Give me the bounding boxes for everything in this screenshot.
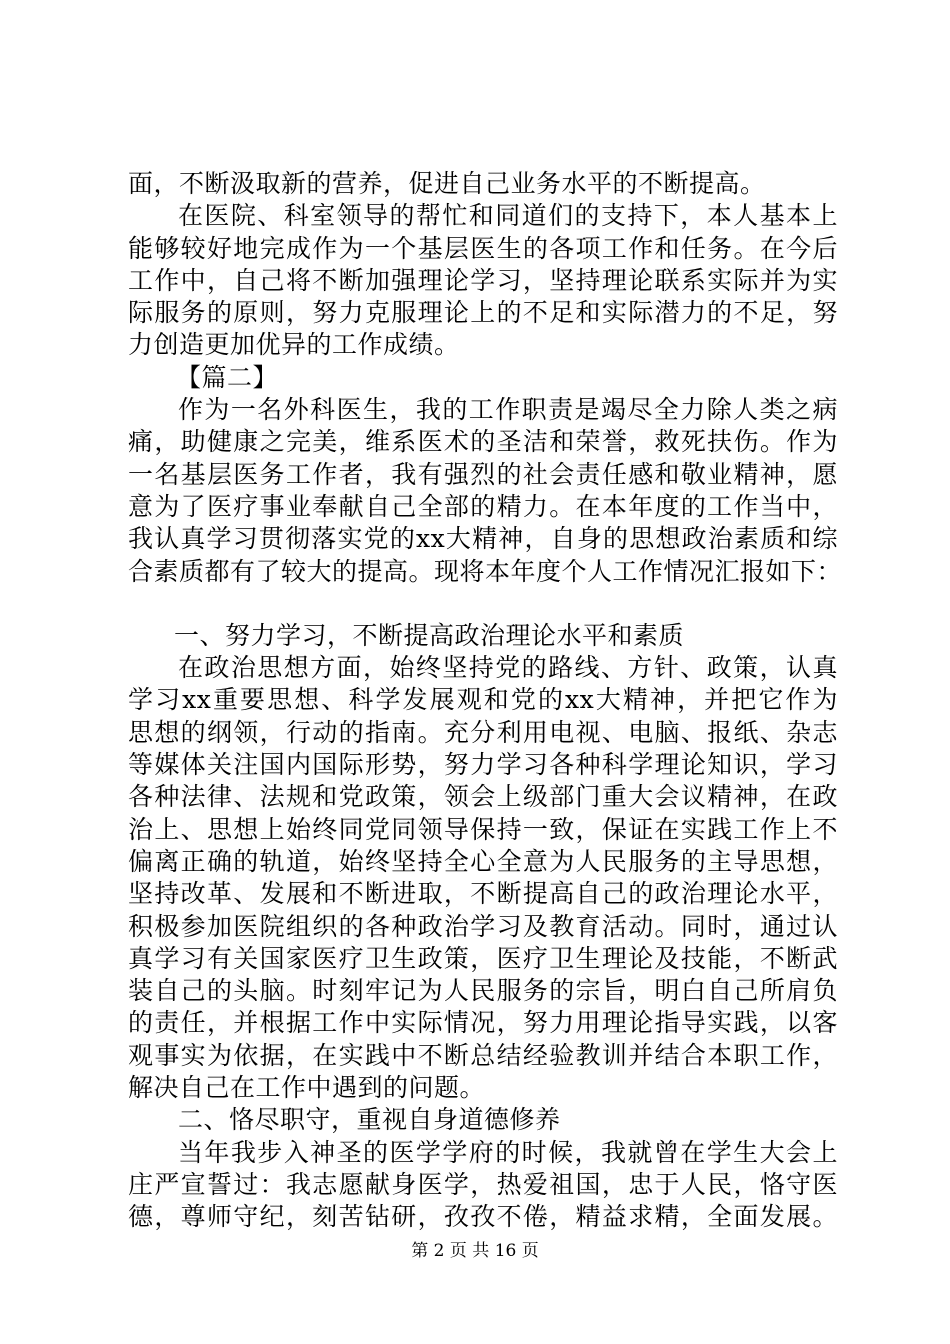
paragraph-line: 庄严宣誓过：我志愿献身医学，热爱祖国，忠于人民，恪守医 [128,1169,838,1199]
paragraph-line: 意为了医疗事业奉献自己全部的精力。在本年度的工作当中， [128,491,838,521]
paragraph-line: 德，尊师守纪，刻苦钻研，孜孜不倦，精益求精，全面发展。 [128,1202,838,1232]
section-heading: 一、努力学习，不断提高政治理论水平和素质 [174,620,685,650]
paragraph-line: 力创造更加优异的工作成绩。 [128,330,460,360]
paragraph-line: 各种法律、法规和党政策，领会上级部门重大会议精神，在政 [128,782,838,812]
page-number-footer: 第 2 页 共 16 页 [411,1241,539,1261]
paragraph-line: 偏离正确的轨道，始终坚持全心全意为人民服务的主导思想， [128,846,838,876]
paragraph-line: 在医院、科室领导的帮忙和同道们的支持下，本人基本上 [178,201,838,231]
paragraph-line: 解决自己在工作中遇到的问题。 [128,1073,486,1103]
paragraph-line: 当年我步入神圣的医学学府的时候，我就曾在学生大会上 [178,1137,838,1167]
paragraph-line: 能够较好地完成作为一个基层医生的各项工作和任务。在今后 [128,233,838,263]
section-title: 【篇二】 [176,362,279,392]
paragraph-line: 一名基层医务工作者，我有强烈的社会责任感和敬业精神，愿 [128,459,838,489]
paragraph-line: 工作中，自己将不断加强理论学习，坚持理论联系实际并为实 [128,265,838,295]
section-heading: 二、恪尽职守，重视自身道德修养 [178,1105,561,1135]
paragraph-line: 坚持改革、发展和不断进取，不断提高自己的政治理论水平， [128,879,838,909]
paragraph-line: 际服务的原则，努力克服理论上的不足和实际潜力的不足，努 [128,298,838,328]
paragraph-line: 积极参加医院组织的各种政治学习及教育活动。同时，通过认 [128,911,838,941]
paragraph-line: 思想的纲领，行动的指南。充分利用电视、电脑、报纸、杂志 [128,717,838,747]
paragraph-line: 面，不断汲取新的营养，促进自己业务水平的不断提高。 [128,169,766,198]
paragraph-gap [128,588,838,620]
paragraph-line: 作为一名外科医生，我的工作职责是竭尽全力除人类之病 [178,395,838,425]
paragraph-line: 合素质都有了较大的提高。现将本年度个人工作情况汇报如下： [128,556,843,586]
paragraph-line: 装自己的头脑。时刻牢记为人民服务的宗旨，明白自己所肩负 [128,976,838,1006]
paragraph-line: 真学习有关国家医疗卫生政策，医疗卫生理论及技能，不断武 [128,943,838,973]
paragraph-line: 在政治思想方面，始终坚持党的路线、方针、政策，认真 [178,653,838,683]
paragraph-line: 等媒体关注国内国际形势，努力学习各种科学理论知识，学习 [128,750,838,780]
paragraph-line: 观事实为依据，在实践中不断总结经验教训并结合本职工作， [128,1040,838,1070]
paragraph-line: 学习xx重要思想、科学发展观和党的xx大精神，并把它作为 [128,685,838,715]
paragraph-line: 痛，助健康之完美，维系医术的圣洁和荣誉，救死扶伤。作为 [128,427,838,457]
paragraph-line: 治上、思想上始终同党同领导保持一致，保证在实践工作上不 [128,814,838,844]
paragraph-line: 的责任，并根据工作中实际情况，努力用理论指导实践，以客 [128,1008,838,1038]
document-body [128,168,843,1234]
paragraph-line: 我认真学习贯彻落实党的xx大精神，自身的思想政治素质和综 [128,524,838,554]
